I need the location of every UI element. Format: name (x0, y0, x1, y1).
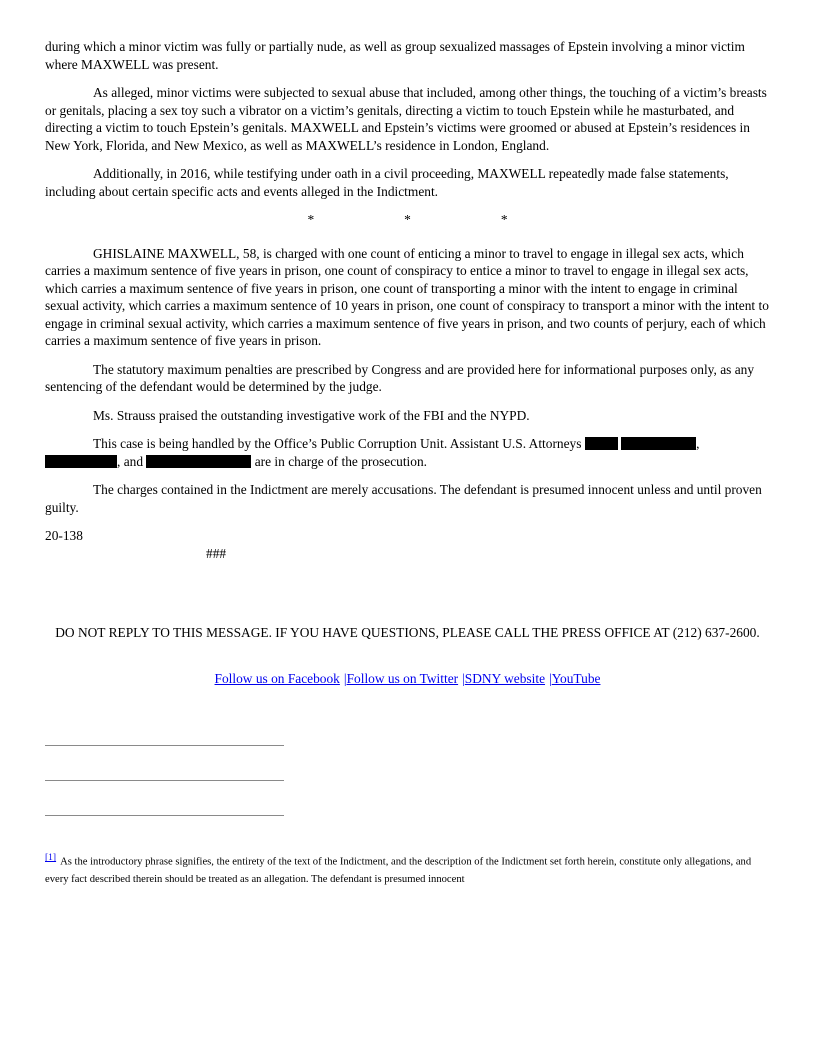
footnote-separator-line (45, 745, 284, 746)
link-separator: | (462, 670, 465, 686)
sdny-website-link[interactable]: SDNY website (464, 670, 546, 686)
redaction-bar (45, 455, 117, 468)
footnote-separator-line (45, 815, 284, 816)
redaction-bar (585, 437, 618, 450)
link-separator: | (549, 670, 552, 686)
footnote-separator-block (45, 745, 770, 816)
facebook-link[interactable]: Follow us on Facebook (214, 670, 340, 686)
section-break-asterisks (45, 211, 770, 229)
youtube-link[interactable]: YouTube (551, 670, 601, 686)
redaction-bar (621, 437, 696, 450)
paragraph-presumed-innocent: The charges contained in the Indictment are merely accusations. The defendant is presumed innocent unless and until proven guilty. (45, 482, 762, 515)
redaction-bar (146, 455, 251, 468)
twitter-link[interactable]: Follow us on Twitter (346, 670, 459, 686)
asterisk: * (307, 212, 315, 227)
asterisk: * (404, 212, 411, 227)
paragraph-false-statements: Additionally, in 2016, while testifying under oath in a civil proceeding, MAXWELL repeatedly made false statements, including about certain specific acts and events alleged in the Indictment. (45, 166, 729, 199)
case-number: 20-138 (45, 528, 83, 543)
paragraph-prosecution (45, 435, 770, 470)
paragraph-abuse-allegations: As alleged, minor victims were subjected to sexual abuse that included, among other things, the touching of a victim’s breasts or genitals, placing a sex toy such a vibrator on a victim’s genitals, directing a victim to touch Epstein while he masturbated, and directing a victim to touch Epstein’s genitals. MAXWELL and Epstein’s victims were groomed or abused at Epstein’s residences in New York, Florida, and New Mexico, as well as MAXWELL’s residence in London, England. (45, 85, 767, 153)
social-links-row (45, 670, 770, 688)
prosecution-text-sep2: , and (117, 453, 147, 469)
footnote (45, 850, 770, 888)
asterisk: * (500, 212, 508, 227)
paragraph-nude-massages: during which a minor victim was fully or partially nude, as well as group sexualized massages of Epstein involving a minor victim where MAXWELL was present. (45, 39, 745, 72)
link-separator: | (343, 670, 347, 686)
footnote-separator-line (45, 780, 284, 781)
paragraph-charges: GHISLAINE MAXWELL, 58, is charged with one count of enticing a minor to travel to engage in illegal sex acts, which carries a maximum sentence of five years in prison, one count of conspiracy to entice a minor to travel to engage in illegal sex acts, which carries a maximum sentence of five years in prison, one count of transporting a minor with the intent to engage in criminal sexual activity, which carries a maximum sentence of 10 years in prison, one count of conspiracy to transport a minor with the intent to engage in criminal sexual activity, which carries a maximum sentence of five years in prison, and two counts of perjury, each of which carries a maximum sentence of five years in prison. (45, 245, 769, 348)
end-marker: ### (206, 545, 227, 561)
prosecution-text-after: are in charge of the prosecution. (251, 453, 428, 469)
paragraph-praise: Ms. Strauss praised the outstanding investigative work of the FBI and the NYPD. (93, 407, 530, 423)
do-not-reply-notice: DO NOT REPLY TO THIS MESSAGE. IF YOU HAVE QUESTIONS, PLEASE CALL THE PRESS OFFICE AT (212) 637-2600. (55, 625, 760, 640)
prosecution-text-sep1: , (696, 436, 700, 451)
paragraph-statutory-maximum: The statutory maximum penalties are prescribed by Congress and are provided here for informational purposes only, as any sentencing of the defendant would be determined by the judge. (45, 361, 755, 394)
footnote-text: As the introductory phrase signifies, the entirety of the text of the Indictment, and the description of the Indictment set forth herein, constitute only allegations, and every fact described therein should be treated as an allegation. The defendant is presumed innocent (45, 856, 752, 885)
footnote-ref-link[interactable]: [1] (45, 853, 57, 863)
prosecution-text-before: This case is being handled by the Office’s Public Corruption Unit. Assistant U.S. Attorneys (93, 436, 585, 451)
